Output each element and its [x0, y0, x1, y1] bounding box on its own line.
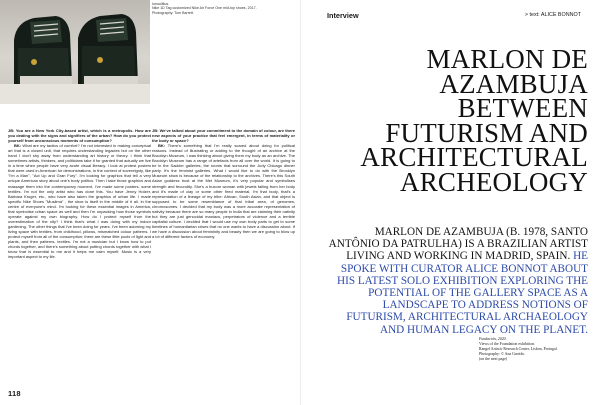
- article-column-2: [152, 128, 295, 239]
- headline-line: FUTURISM AND: [385, 117, 588, 148]
- intro-text: MARLON DE AZAMBUJA (B. 1978, SANTO ANTÔNIO DA PATRULHA) IS A BRAZILIAN ARTIST LIVING AND WORKING IN MADRID, SPAIN.: [328, 226, 588, 263]
- photo-caption: [152, 2, 297, 15]
- exhibition-caption: [479, 337, 589, 362]
- answer-text: What are my tactics of comfort? I'm not interested in making conceptual art that is a closed unit, that requires understanding legacies but on the other hand I don't shy away from understanding art history or theory. I think that sometimes artists, thinkers, and politicians take it for granted that actually we live in a time when people have very acute visual literacy. I look at protest posters that were used in American for demonstrations, in the context of sovereignty, like "I'm a Man", "Act Up and Gran Fury". I'm looking for graphics that tell a very unique American story about one's body politics. Then I take those graphics and massage them into the contemporary moment. I've made some posters, some textiles. I'm not the only artist who has done this. You have Jenny Holzer, Barbara Kruger, etc., who have also taken the graphics of urban life. I made specific Nike Shoes "Muslima" , the shoe is itself in the middle of it all. In the centre of everyone's mind. I'm looking for these essential images in America, that symbolise urban space as well and then I'm unpacking how those symbols operate against my own biography. How do I protect myself from the overestimation of the city? I think that's what I was doing with my indoor gardening. The other things that I've been doing for years. I've been adorning my living space with textiles, from childhood, pillows, mismatched colour patterns. I protect myself from all of the consumption; there are these little pools of light and plants, and then patterns, textiles. I'm not a musician but I know how to put chords together, and there's something about putting chords together with what I know that is essential to me and it helps me calm myself. Music is a very important aspect to my life.: [8, 143, 151, 260]
- interview-answer: [152, 143, 295, 239]
- caption-line: Rangel Artistic Research Center, Lisbon, Portugal.: [479, 347, 558, 351]
- photo-caption-line: Photography: Tom Barrett.: [152, 10, 194, 15]
- caption-title: Fundación, 2020.: [479, 337, 507, 341]
- headline-line: AZAMBUJA: [439, 68, 588, 99]
- article-intro: [326, 226, 588, 336]
- interview-question: JB: We've talked about your commitment to the domain of colour, are there new aspects of your practice that feel emergent, in terms of materiality or the body or space?: [152, 128, 295, 144]
- intro-lede-blue: HE SPOKE WITH CURATOR ALICE BONNOT ABOUT HIS LATEST SOLO EXHIBITION EXPLORING THE POTENTIAL OF THE GALLERY SPACE AS A LANDSCAPE TO ADDRESS NOTIONS OF FUTURISM, ARCHITECTURAL ARCHAEOLOGY AND HUMAN LEGACY ON THE PLANET.: [337, 250, 588, 336]
- section-label: Interview: [327, 11, 359, 20]
- article-headline: [326, 44, 588, 197]
- article-column-1: [8, 128, 151, 259]
- caption-line: Views of the Foundation exhibition.: [479, 342, 536, 346]
- photo-caption-line: Ionoullitus.: [152, 2, 170, 6]
- answer-text: There's something that I'm really scared about doing for political reasons. Instead of illustrating or adding to the thought of an archive at the Brooklyn Museum, I was thinking about giving them my body as an archive. The Brooklyn Museum has a range of artefacts from all over the world. It is going to be in the Sackler galleries, the rooms that surround the Judy Chicago dinner party. It's the feminist galleries. What I would like to do with the Brooklyn Museum show is because of the relationship to the archives. There's this South Asian goddess bust at the Met Museum, it's very popular and symbolises strength and fecundity. She's a buxom woman with jewels falling from her body and it's made of clay or some other fired material. I'm that body, that's a representation of a lineage of my tribe: African, South Asian, and that object is supposed to be some resemblance of that tribal area, of genomes, chromosomes. I decided that my body was a more accurate representation of nativity because there are so many people in India that are claiming their nativity but they are just genocidal maniacs, perpetrators of violence and a terrible capitalist culture. I decided that I would use my own body parts to get to some timelines of humanitarian crises that no one wants to have a discussion about. If we have a discussion about femininity and beauty then we are going to blow up a lot of different factors of economy.: [152, 143, 295, 239]
- photo-caption-line: Nike 1D Tag customized Nike Air Force One mid-top shoes, 2017.: [152, 6, 257, 11]
- caption-line: (on the next page): [479, 357, 508, 361]
- caption-line: Photography: © Ana Garrido.: [479, 352, 526, 356]
- headline-line: ARCHITECTURAL: [360, 142, 588, 172]
- headline-line: BETWEEN: [457, 93, 588, 123]
- page-gutter: [300, 0, 301, 405]
- interview-answer: [8, 143, 151, 259]
- speaker-initials: BK:: [158, 143, 166, 149]
- sneakers-photo: [0, 0, 150, 104]
- headline-line: MARLON DE: [426, 44, 588, 74]
- page-number: 118: [8, 389, 21, 398]
- sneakers-photo-icon: [0, 0, 150, 104]
- interview-question: JB: You are a New York City-based artist, which is a metropolis. How are you dealing with the signs and signifiers of the urban? How do you protect yourself from unconscious moments of consumption?: [8, 128, 151, 144]
- headline-line: ARCHEOLOGY: [400, 166, 588, 197]
- speaker-initials: BK:: [14, 143, 22, 149]
- author-credit: > text: ALICE BONNOT: [524, 12, 581, 18]
